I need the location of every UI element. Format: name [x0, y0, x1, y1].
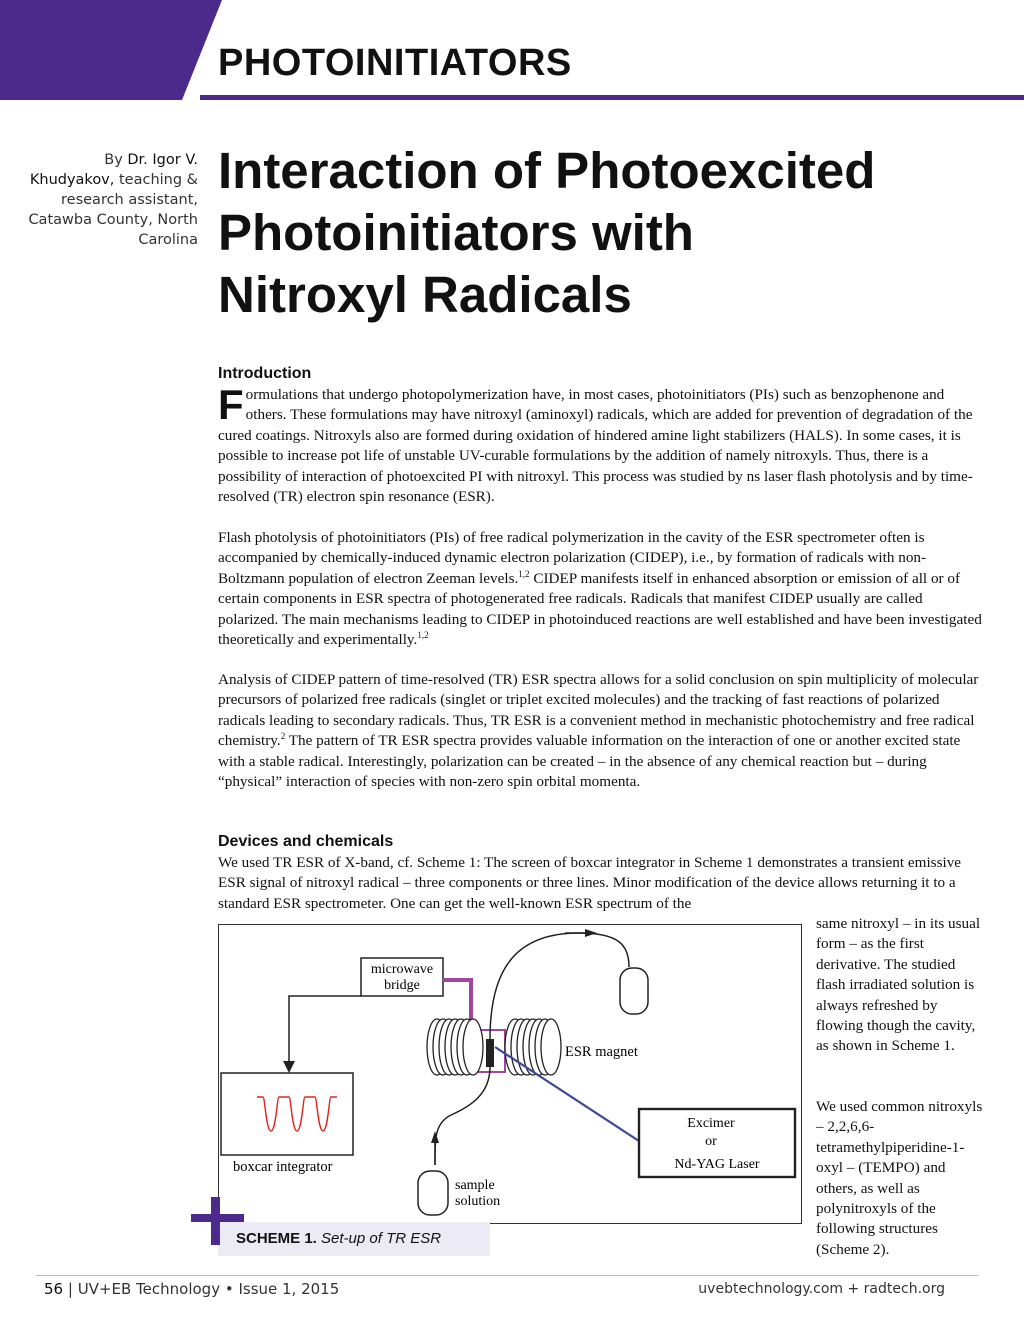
magnet-coil-right — [505, 1019, 561, 1075]
boxcar-screen — [221, 1073, 353, 1155]
intro-p3-text-b: The pattern of TR ESR spectra provides valuable information on the interaction of one or another excited state with a stable radical. Interestingly, polarization can be created – in the absence of any chemical reaction but – during “physical” interaction of species with non-zero spin orbital momenta. — [218, 732, 961, 791]
microwave-label-1: microwave — [370, 962, 434, 977]
side-p1-text: same nitroxyl – in its usual form – as the first derivative. The studied flash irradiated solution is always refreshed by flowing though the cavity, as shown in Scheme 1. — [816, 915, 981, 1055]
sample-cell — [486, 1039, 494, 1067]
intro-paragraph-1 — [218, 381, 986, 507]
section-label: PHOTOINITIATORS — [218, 42, 572, 84]
drop-cap: F — [218, 381, 244, 428]
devices-paragraph — [218, 853, 986, 914]
intro-p2-text-b: CIDEP manifests itself in enhanced absorption or emission of all or of certain components in ESR spectra of photogenerated free radicals. Radicals that manifest CIDEP usually are called polarized. The main mechanisms leading to CIDEP in photoinduced reactions are well established and have been investigated theoretically and experimentally. — [218, 569, 982, 649]
devices-p1-text: We used TR ESR of X-band, cf. Scheme 1: The screen of boxcar integrator in Scheme 1 demonstrates a transient emissive ESR signal of nitroxyl radical – three components or three lines. Minor modification of the device allows returning it to a standard ESR spectrometer. One can get the well-known ESR spectrum of the — [218, 854, 962, 912]
title-line: Nitroxyl Radicals — [218, 266, 632, 323]
header-banner — [0, 0, 222, 100]
intro-heading: Introduction — [218, 365, 312, 382]
scheme-caption — [218, 1222, 490, 1256]
citation-superscript: 1,2 — [518, 568, 530, 579]
footer-divider: | — [67, 1280, 78, 1298]
scheme-diagram — [219, 925, 803, 1225]
intro-paragraph-2 — [218, 528, 986, 650]
waste-container — [620, 968, 648, 1014]
plus-mark-horizontal — [191, 1214, 244, 1222]
laser-label-2: or — [705, 1134, 717, 1149]
devices-heading: Devices and chemicals — [218, 833, 394, 850]
sample-label-1: sample — [455, 1178, 495, 1193]
magnet-coil-left — [427, 1019, 483, 1075]
header-rule — [200, 95, 1024, 100]
laser-beam — [495, 1047, 639, 1141]
author-role: teaching & research assistant, Catawba County, North Carolina — [28, 172, 198, 248]
signal-line — [289, 996, 361, 1065]
laser-label-3: Nd-YAG Laser — [674, 1157, 760, 1172]
side-paragraph-2 — [816, 1097, 986, 1260]
byline-prefix: By — [104, 152, 123, 168]
author-name: Dr. Igor V. Khudyakov, — [29, 152, 198, 188]
flow-arrow-top-head — [585, 929, 597, 937]
article-title — [218, 140, 998, 326]
scheme-1-figure — [218, 924, 802, 1224]
boxcar-label: boxcar integrator — [233, 1159, 333, 1175]
title-line: Interaction of Photoexcited — [218, 142, 876, 199]
signal-arrow-head — [283, 1061, 295, 1073]
caption-number: SCHEME 1. — [236, 1230, 317, 1247]
publication-name: UV+EB Technology • Issue 1, 2015 — [77, 1280, 340, 1298]
intro-paragraph-3 — [218, 670, 986, 792]
footer-left — [44, 1280, 339, 1298]
footer-websites: uvebtechnology.com + radtech.org — [698, 1281, 945, 1297]
page-number: 56 — [44, 1280, 64, 1298]
title-line: Photoinitiators with — [218, 204, 694, 261]
microwave-label-2: bridge — [384, 978, 420, 993]
side-p2-text: We used common nitroxyls – 2,2,6,6-tetramethylpiperidine-1-oxyl – (TEMPO) and others, as well as polynitroxyls of the following structures (Scheme 2). — [816, 1098, 983, 1258]
byline — [20, 150, 198, 250]
intro-p1-text: ormulations that undergo photopolymerization have, in most cases, photoinitiators (PIs) such as benzophenone and others. These formulations may have nitroxyl (aminoxyl) radicals, which are added for prevention of degradation of the cured coatings. Nitroxyls also are formed during oxidation of hindered amine light stabilizers (HALS). In some cases, it is possible to increase pot life of unstable UV-curable formulations by the addition of namely nitroxyls. Thus, there is a possibility of interaction of photoexcited PI with nitroxyl. This process was studied by ns laser flash photolysis and by time-resolved (TR) electron spin resonance (ESR). — [218, 386, 973, 506]
esr-magnet-label: ESR magnet — [565, 1044, 638, 1060]
citation-superscript: 1,2 — [417, 629, 429, 640]
footer-rule — [36, 1275, 978, 1276]
inflow-tube — [435, 1067, 490, 1165]
intro-p3-text-a: Analysis of CIDEP pattern of time-resolved (TR) ESR spectra allows for a solid conclusion on spin multiplicity of molecular precursors of polarized free radicals (singlet or triplet excited molecules) and the tracking of fast reactions of polarized radicals leading to secondary radicals. Thus, TR ESR is a convenient method in mechanistic photochemistry and free radical chemistry. — [218, 671, 979, 750]
laser-label-1: Excimer — [687, 1116, 735, 1131]
citation-superscript: 2 — [280, 731, 286, 742]
sample-label-2: solution — [455, 1194, 501, 1209]
flow-arrow-bottom-head — [431, 1131, 439, 1143]
caption-text: Set-up of TR ESR — [321, 1230, 442, 1247]
side-paragraph-1 — [816, 914, 986, 1057]
sample-container — [418, 1171, 448, 1215]
intro-p2-text-a: Flash photolysis of photoinitiators (PIs) of free radical polymerization in the cavity of the ESR spectrometer often is accompanied by chemically-induced dynamic electron polarization (CIDEP), i.e., by formation of radicals with non-Boltzmann population of electron Zeeman levels. — [218, 529, 927, 587]
